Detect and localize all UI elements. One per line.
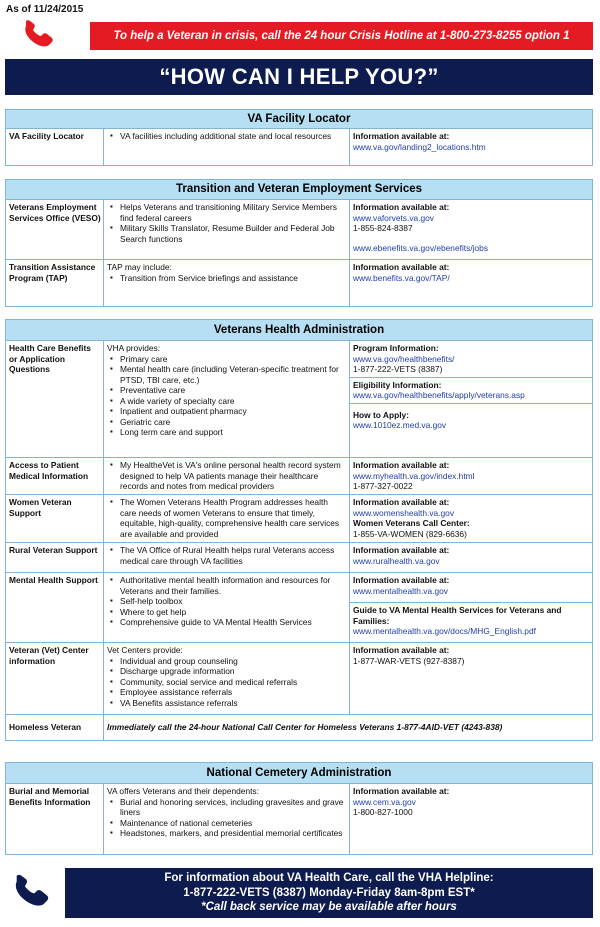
table-row xyxy=(6,200,592,259)
footer-line: For information about VA Health Care, call the VHA Helpline: xyxy=(164,871,494,884)
list-item: ▪ Military Skills Translator, Resume Builder and Federal Job Search functions xyxy=(107,223,346,244)
cemetery-link[interactable]: www.cem.va.gov xyxy=(353,796,416,807)
table-row xyxy=(6,457,592,494)
ebenefits-jobs-link[interactable]: www.ebenefits.va.gov/ebenefits/jobs xyxy=(353,242,489,253)
phone-icon xyxy=(12,874,52,908)
row-label: Homeless Veteran xyxy=(6,715,104,740)
intro-text: VHA provides: xyxy=(107,343,161,353)
footer-line: 1-877-222-VETS (8387) Monday-Friday 8am-8pm EST* xyxy=(183,886,475,899)
info-label: Information available at: xyxy=(353,575,450,585)
info-label: Information available at: xyxy=(353,545,450,555)
myhealthevet-link[interactable]: www.myhealth.va.gov/index.html xyxy=(353,470,475,481)
list-item: ▪ Burial and honoring services, including gravesites and grave liners xyxy=(107,797,346,818)
phone-number: 1-877-WAR-VETS (927-8387) xyxy=(353,655,465,666)
info-label: Information available at: xyxy=(353,460,450,470)
info-label: Information available at: xyxy=(353,202,450,212)
row-label: Burial and Memorial Benefits Information xyxy=(6,784,104,854)
list-item: ▪ VA facilities including additional state and local resources xyxy=(107,131,346,142)
womenshealth-link[interactable]: www.womenshealth.va.gov xyxy=(353,507,455,518)
info-label: Eligibility Information: xyxy=(353,379,442,390)
mental-health-guide-link[interactable]: www.mentalhealth.va.gov/docs/MHG_English.pdf xyxy=(353,626,536,636)
table-row xyxy=(6,714,592,740)
list-item: ▪ My HealtheVet is VA's online personal health record system designed to help VA patients manage their healthcare records and notes from medical providers xyxy=(107,460,346,492)
info-label: Information available at: xyxy=(353,131,450,141)
list-item: ▪ Mental health care (including Veteran-specific treatment for PTSD, TBI care, etc.) xyxy=(107,364,346,385)
section-title: VA Facility Locator xyxy=(6,110,592,129)
row-label: Veterans Employment Services Office (VESO) xyxy=(6,200,104,259)
list-item: ▪ The Women Veterans Health Program addresses health care needs of women Veterans to ensure that timely, equitable, high-quality, comprehensive health care services are available and provided xyxy=(107,497,346,539)
row-label: Health Care Benefits or Application Questions xyxy=(6,341,104,457)
table-row xyxy=(6,259,592,306)
ruralhealth-link[interactable]: www.ruralhealth.va.gov xyxy=(353,555,440,566)
section-title: Veterans Health Administration xyxy=(6,320,592,341)
list-item: ▪ Geriatric care xyxy=(107,417,346,428)
list-item: ▪ Employee assistance referrals xyxy=(107,687,346,698)
phone-number: 1-855-824-8387 xyxy=(353,223,413,233)
vha-section xyxy=(5,319,593,741)
list-item: ▪ Transition from Service briefings and assistance xyxy=(107,273,346,284)
facility-locator-section xyxy=(5,109,593,166)
phone-number: 1-800-827-1000 xyxy=(353,807,413,817)
list-item: ▪ Where to get help xyxy=(107,607,346,618)
list-item: ▪ Inpatient and outpatient pharmacy xyxy=(107,406,346,417)
table-row xyxy=(6,341,592,457)
homeless-hotline-text: Immediately call the 24-hour National Call Center for Homeless Veterans 1-877-4AID-VET (4243-838) xyxy=(107,722,503,733)
row-label: Veteran (Vet) Center information xyxy=(6,643,104,714)
list-item: ▪ Community, social service and medical referrals xyxy=(107,677,346,688)
table-row xyxy=(6,129,592,165)
section-title: National Cemetery Administration xyxy=(6,763,592,784)
eligibility-link[interactable]: www.va.gov/healthbenefits/apply/veterans.asp xyxy=(353,390,525,400)
call-center-label: Women Veterans Call Center: xyxy=(353,518,470,528)
apply-link[interactable]: www.1010ez.med.va.gov xyxy=(353,420,447,430)
list-item: ▪ Helps Veterans and transitioning Military Service Members find federal careers xyxy=(107,202,346,223)
phone-number: 1-877-327-0022 xyxy=(353,481,413,491)
row-label: VA Facility Locator xyxy=(6,129,104,165)
guide-label: Guide to VA Mental Health Services for Veterans and Families: xyxy=(353,605,562,626)
phone-icon xyxy=(22,20,56,48)
vaforvets-link[interactable]: www.vaforvets.va.gov xyxy=(353,212,434,223)
row-label: Women Veteran Support xyxy=(6,495,104,542)
intro-text: TAP may include: xyxy=(107,262,172,272)
row-label: Rural Veteran Support xyxy=(6,543,104,572)
info-label: Information available at: xyxy=(353,786,450,796)
mentalhealth-link[interactable]: www.mentalhealth.va.gov xyxy=(353,585,448,596)
row-label: Transition Assistance Program (TAP) xyxy=(6,260,104,306)
row-label: Mental Health Support xyxy=(6,573,104,642)
intro-text: VA offers Veterans and their dependents: xyxy=(107,786,259,796)
table-row xyxy=(6,542,592,572)
list-item: ▪ Maintenance of national cemeteries xyxy=(107,818,346,829)
list-item: ▪ A wide variety of specialty care xyxy=(107,396,346,407)
phone-number: 1-877-222-VETS (8387) xyxy=(353,364,443,374)
facility-locator-link[interactable]: www.va.gov/landing2_locations.htm xyxy=(353,141,486,152)
list-item: ▪ Headstones, markers, and presidential memorial certificates xyxy=(107,828,346,839)
info-label: Information available at: xyxy=(353,645,450,655)
list-item: ▪ Primary care xyxy=(107,354,346,365)
info-label: Information available at: xyxy=(353,497,450,507)
section-title: Transition and Veteran Employment Services xyxy=(6,180,592,200)
transition-section xyxy=(5,179,593,307)
info-label: How to Apply: xyxy=(353,409,409,420)
list-item: ▪ Long term care and support xyxy=(107,427,346,438)
footer-note: *Call back service may be available after hours xyxy=(201,901,457,914)
row-label: Access to Patient Medical Information xyxy=(6,458,104,494)
table-row xyxy=(6,784,592,854)
list-item: ▪ Authoritative mental health information and resources for Veterans and their families. xyxy=(107,575,346,596)
vha-helpline-footer xyxy=(65,868,593,918)
tap-link[interactable]: www.benefits.va.gov/TAP/ xyxy=(353,272,450,283)
list-item: ▪ Self-help toolbox xyxy=(107,596,346,607)
table-row xyxy=(6,642,592,714)
phone-number: 1-855-VA-WOMEN (829-6636) xyxy=(353,528,467,539)
info-label: Program Information: xyxy=(353,343,439,353)
info-label: Information available at: xyxy=(353,262,450,272)
list-item: ▪ Discharge upgrade information xyxy=(107,666,346,677)
as-of-date: As of 11/24/2015 xyxy=(6,4,84,15)
list-item: ▪ The VA Office of Rural Health helps rural Veterans access medical care through VA facilities xyxy=(107,545,346,566)
list-item: ▪ Comprehensive guide to VA Mental Health Services xyxy=(107,617,346,628)
list-item: ▪ Preventative care xyxy=(107,385,346,396)
list-item: ▪ VA Benefits assistance referrals xyxy=(107,698,346,709)
healthbenefits-link[interactable]: www.va.gov/healthbenefits/ xyxy=(353,353,455,364)
list-item: ▪ Individual and group counseling xyxy=(107,656,346,667)
page-title: “HOW CAN I HELP YOU?” xyxy=(5,59,593,95)
cemetery-section xyxy=(5,762,593,855)
intro-text: Vet Centers provide: xyxy=(107,645,183,655)
table-row xyxy=(6,494,592,542)
table-row xyxy=(6,572,592,642)
crisis-hotline-banner: To help a Veteran in crisis, call the 24 hour Crisis Hotline at 1-800-273-8255 option 1 xyxy=(90,22,593,50)
